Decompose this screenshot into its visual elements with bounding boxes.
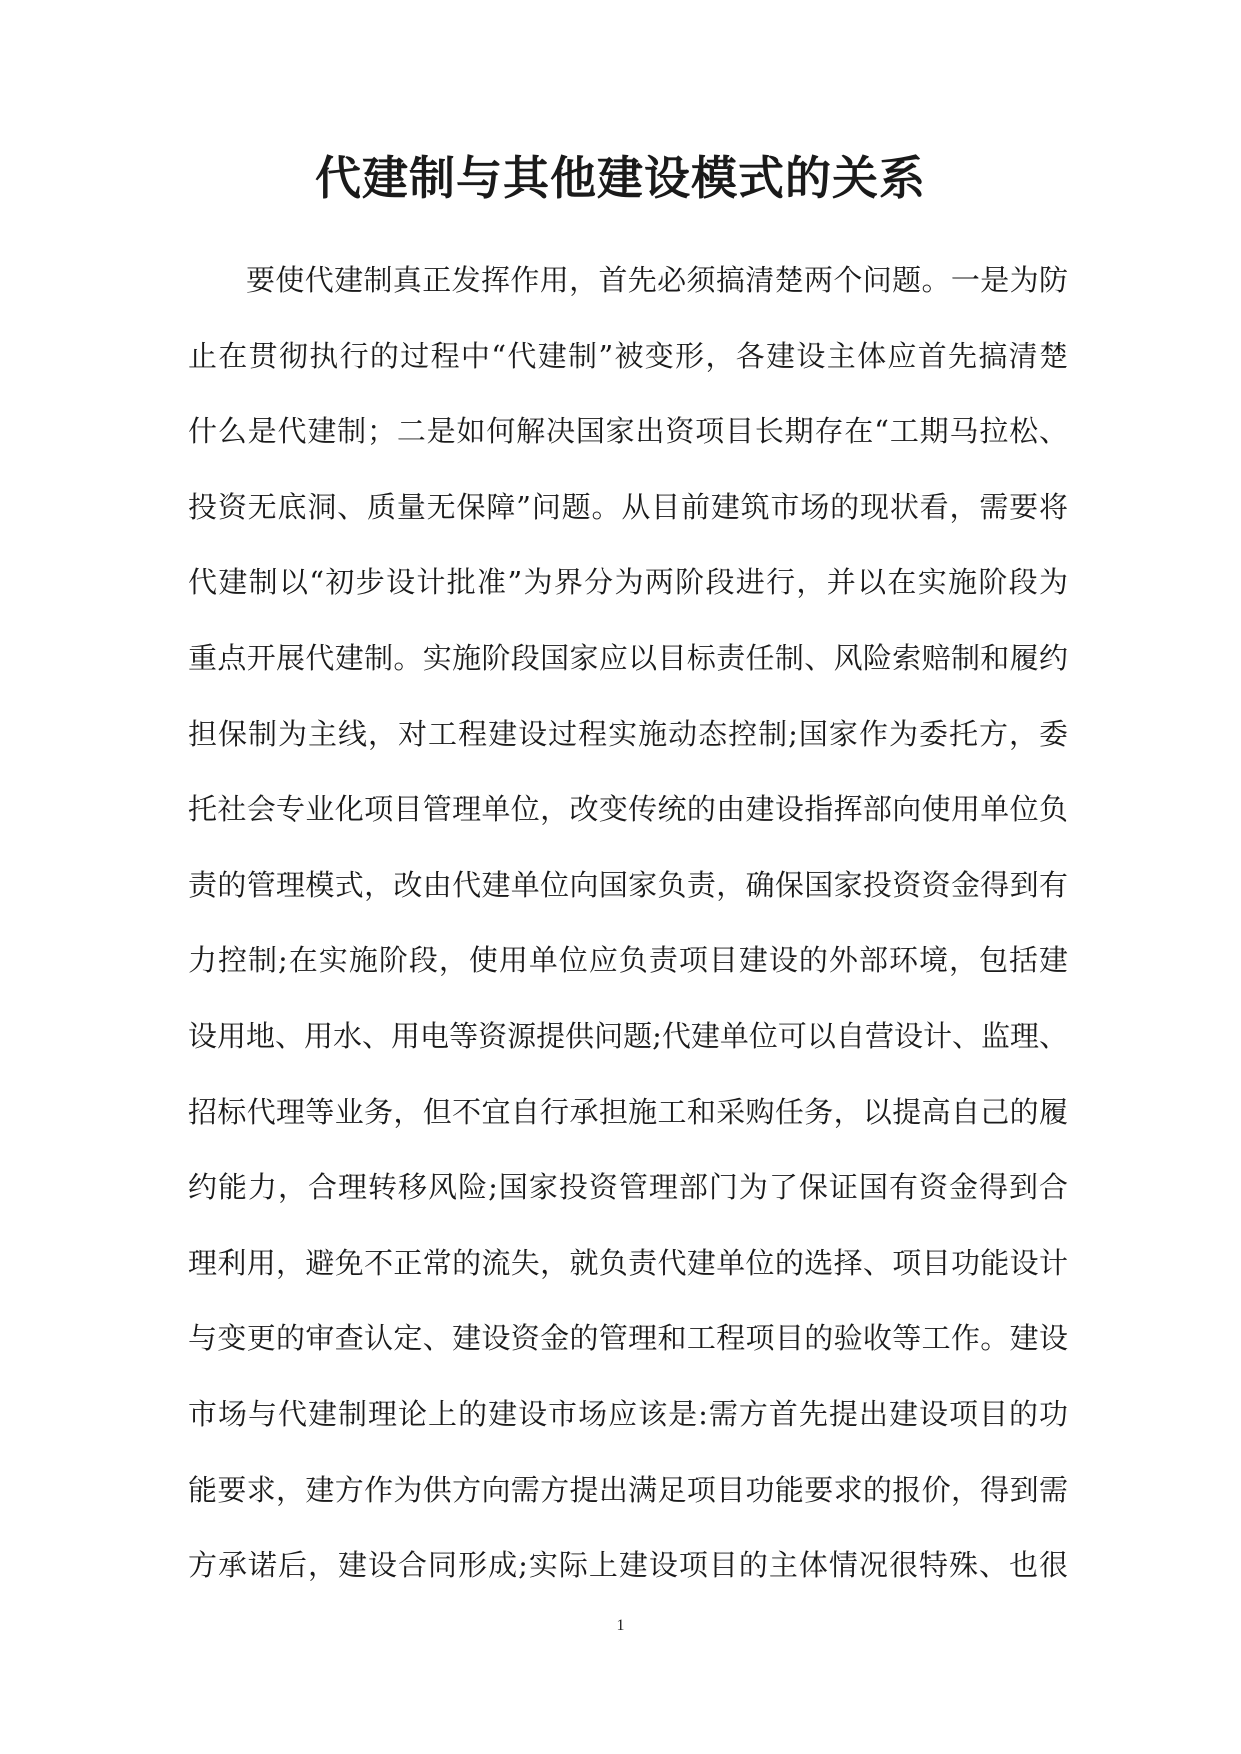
page-number: 1 [616, 1617, 625, 1634]
paragraph-line: 能要求，建方作为供方向需方提出满足项目功能要求的报价，得到需 [188, 1472, 1068, 1507]
paragraph-line: 要使代建制真正发挥作用，首先必须搞清楚两个问题。一是为防 [246, 263, 1068, 297]
paragraph-line: 方承诺后，建设合同形成;实际上建设项目的主体情况很特殊、也很 [188, 1548, 1068, 1583]
paragraph-line: 市场与代建制理论上的建设市场应该是:需方首先提出建设项目的功 [188, 1396, 1068, 1431]
paragraph-line: 代建制以“初步设计批准”为界分为两阶段进行，并以在实施阶段为 [188, 565, 1068, 600]
paragraph-line: 与变更的审查认定、建设资金的管理和工程项目的验收等工作。建设 [188, 1321, 1068, 1356]
paragraph-line: 重点开展代建制。实施阶段国家应以目标责任制、风险索赔制和履约 [188, 640, 1068, 675]
paragraph-line: 责的管理模式，改由代建单位向国家负责，确保国家投资资金得到有 [188, 867, 1068, 902]
document-title: 代建制与其他建设模式的关系 [315, 151, 926, 205]
body-paragraph [188, 248, 1068, 1609]
paragraph-line: 理利用，避免不正常的流失，就负责代建单位的选择、项目功能设计 [188, 1245, 1068, 1280]
paragraph-line: 设用地、用水、用电等资源提供问题;代建单位可以自营设计、监理、 [188, 1018, 1068, 1053]
paragraph-line: 招标代理等业务，但不宜自行承担施工和采购任务，以提高自己的履 [188, 1094, 1068, 1129]
paragraph-line: 托社会专业化项目管理单位，改变传统的由建设指挥部向使用单位负 [188, 792, 1068, 827]
paragraph-line: 担保制为主线，对工程建设过程实施动态控制;国家作为委托方，委 [188, 716, 1068, 751]
paragraph-line: 约能力，合理转移风险;国家投资管理部门为了保证国有资金得到合 [188, 1170, 1068, 1205]
paragraph-line: 投资无底洞、质量无保障”问题。从目前建筑市场的现状看，需要将 [188, 489, 1068, 524]
paragraph-line: 什么是代建制；二是如何解决国家出资项目长期存在“工期马拉松、 [188, 414, 1068, 449]
paragraph-line: 止在贯彻执行的过程中“代建制”被变形，各建设主体应首先搞清楚 [188, 338, 1068, 373]
paragraph-line: 力控制;在实施阶段，使用单位应负责项目建设的外部环境，包括建 [188, 943, 1068, 978]
